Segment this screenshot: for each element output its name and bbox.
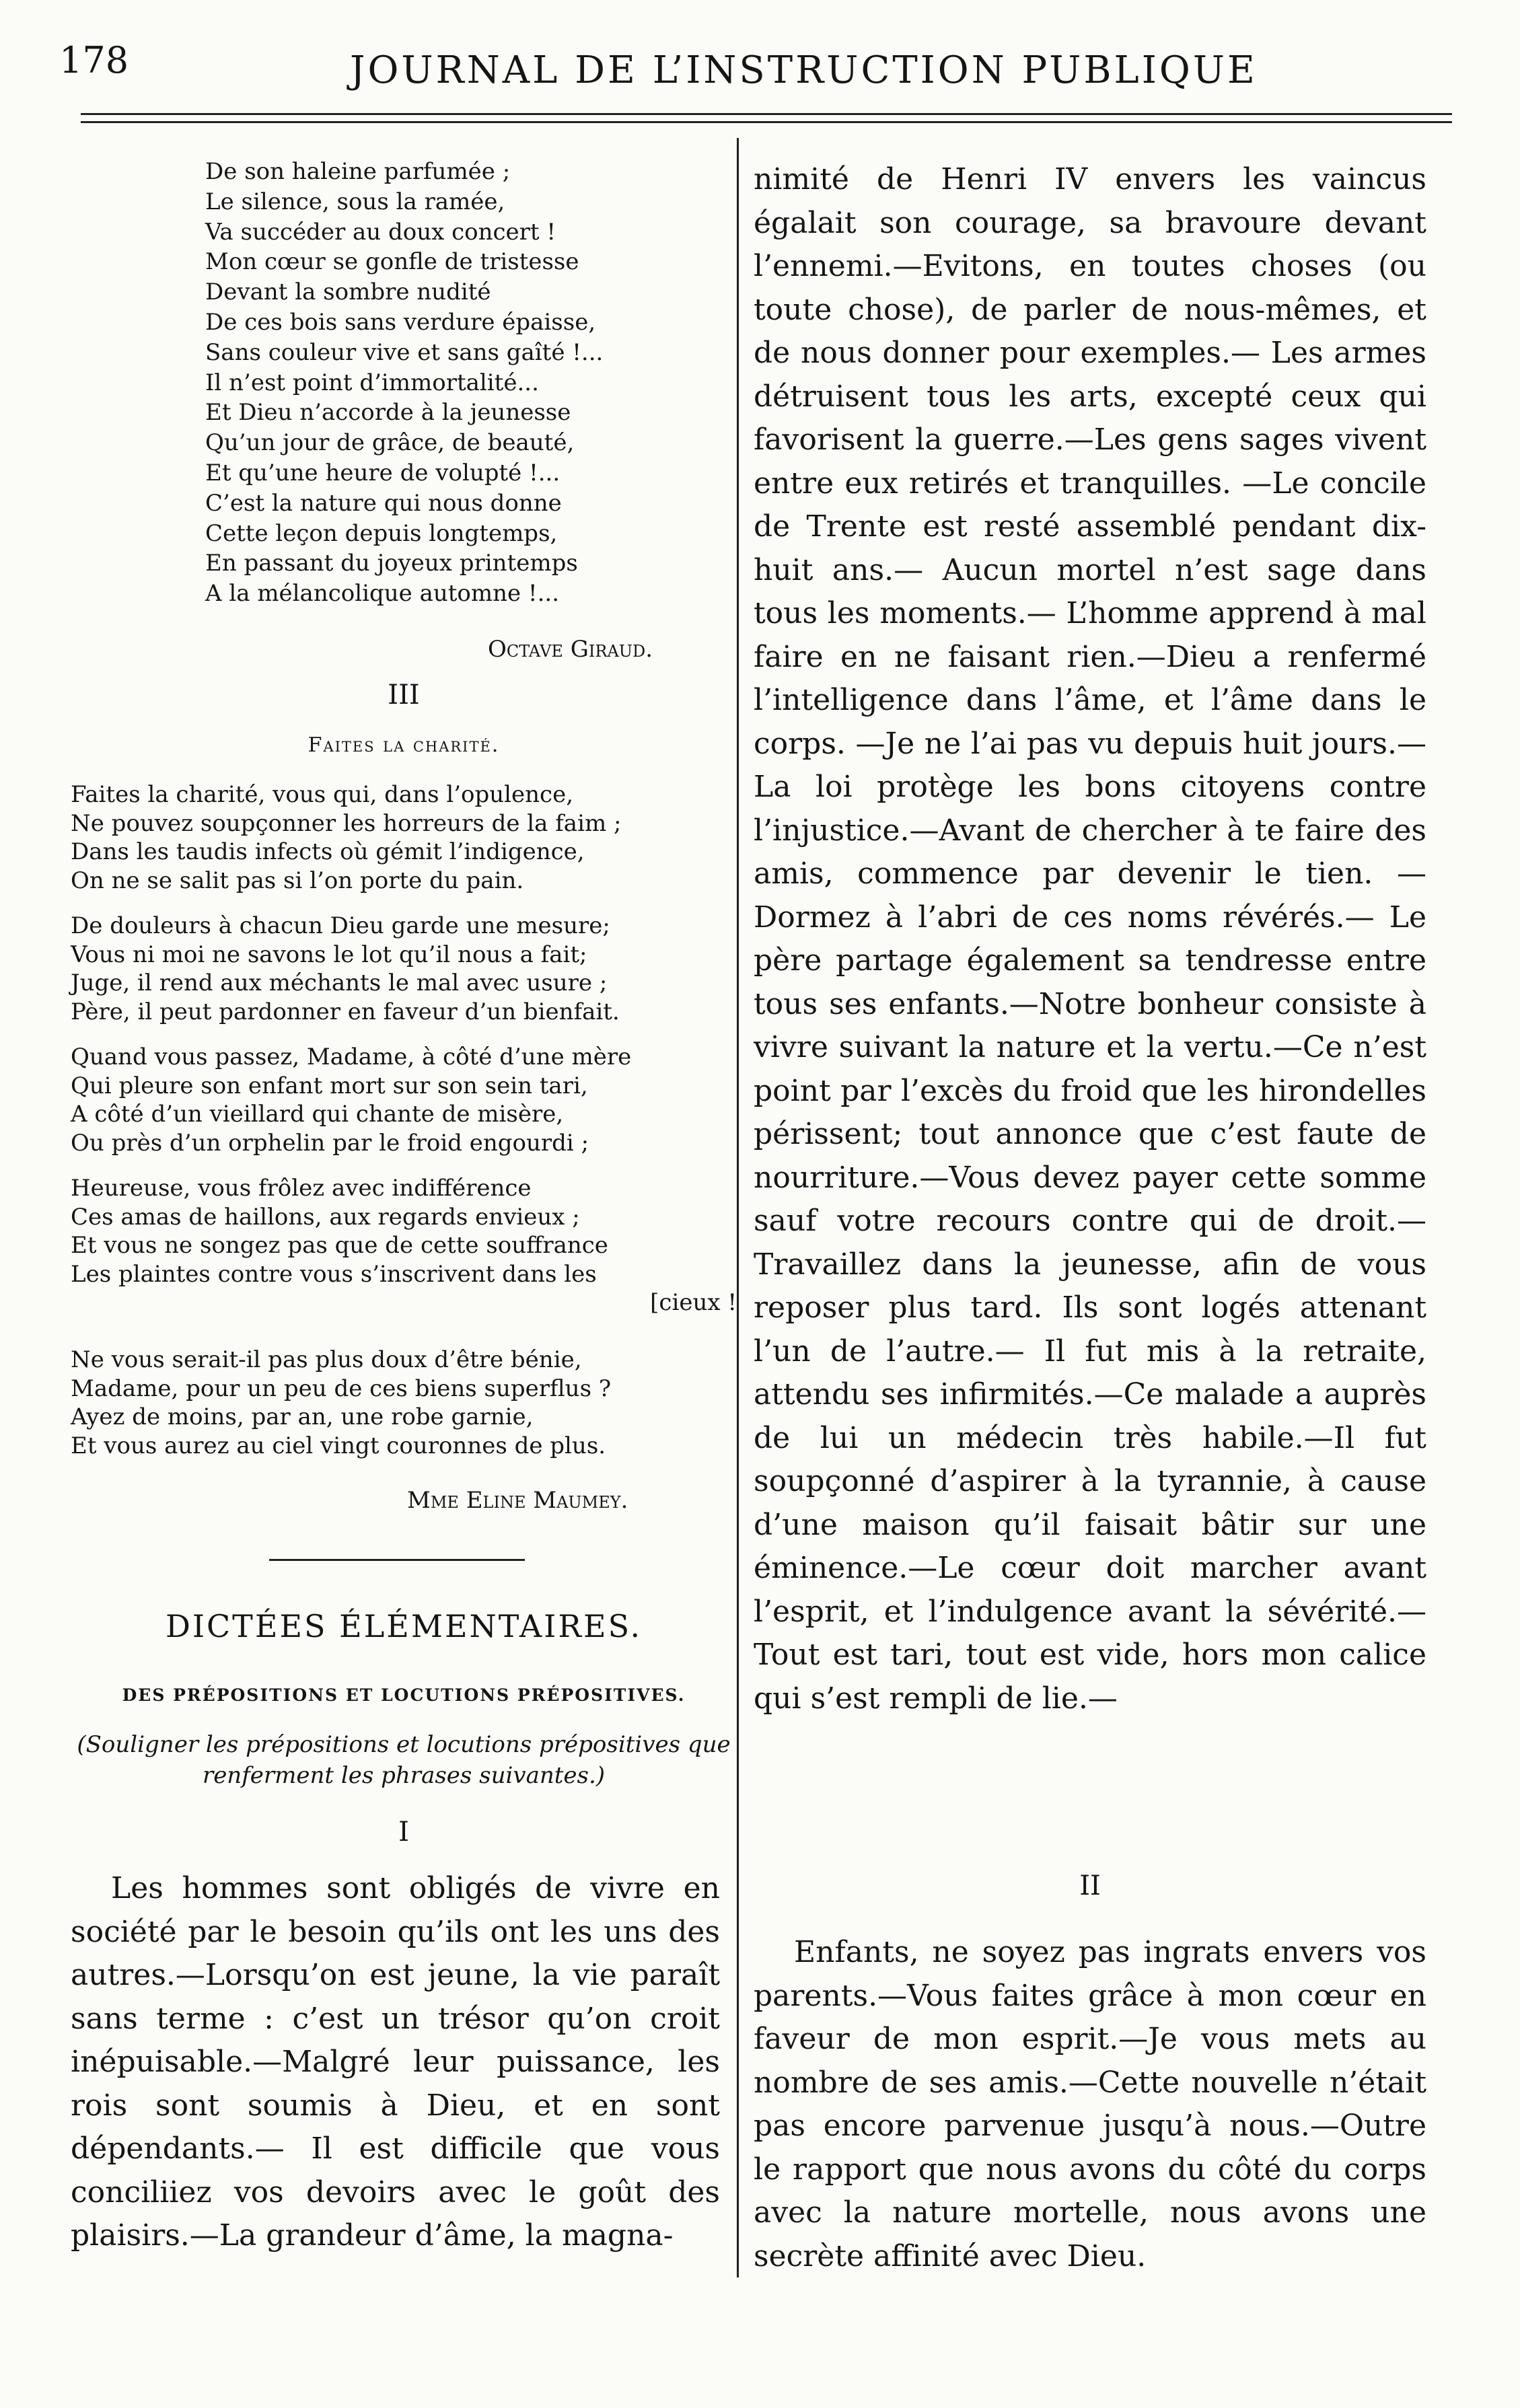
dictation-text-part2 [754,1931,1426,2278]
poem-line: A côté d’un vieillard qui chante de misère, [71,1101,564,1128]
poem-line: A la mélancolique automne !... [205,580,560,608]
column-divider [737,138,739,2277]
poem-line-overflow: [cieux ! [650,1289,737,1316]
poem-line: Père, il peut pardonner en faveur d’un bienfait. [71,998,620,1025]
section-numeral-iii: III [388,680,420,710]
poem-line: Ayez de moins, par an, une robe garnie, [71,1403,534,1430]
poem-line: Ne pouvez soupçonner les horreurs de la faim ; [71,809,622,837]
signature-giraud: Octave Giraud. [488,636,653,663]
stanza-1 [71,780,737,895]
dictees-instruction: (Souligner les prépositions et locutions prépositives que renferment les phrases suivantes.) [77,1731,731,1789]
poem-line: De ces bois sans verdure épaisse, [205,308,596,336]
paragraph: nimité de Henri IV envers les vaincus égalait son courage, sa bravoure devant l’ennemi.—Evitons, en toutes choses (ou toute chose), de parler de nous-mêmes, et de nous donner pour exemples.— Les armes détruisent tous les arts, excepté ceux qui favorisent la guerre.—Les gens sages vivent entre eux retirés et tranquilles. —Le concile de Trente est resté assemblé pendant dix-huit ans.— Aucun mortel n’est sage dans tous les moments.— L’homme apprend à mal faire en ne faisant rien.—Dieu a renfermé l’intelligence dans l’âme, et l’âme dans le corps. —Je ne l’ai pas vu depuis huit jours.— La loi protège les bons citoyens contre l’injustice.—Avant de chercher à te faire des amis, commence par devenir le tien. —Dormez à l’abri de ces noms révérés.— Le père partage également sa tendresse entre tous ses enfants.—Notre bonheur consiste à vivre suivant la nature et la vertu.—Ce n’est point par l’excès du froid que les hirondelles périssent; tout annonce que c’est faute de nourriture.—Vous devez payer cette somme sauf votre recours contre qui de droit.—Travaillez dans la jeunesse, afin de vous reposer plus tard. Ils sont logés attenant l’un de l’autre.— Il fut mis à la retraite, attendu ses infirmités.—Ce malade a auprès de lui un médecin très habile.—Il fut soupçonné d’aspirer à la tyrannie, à cause d’une maison qu’il faisait bâtir sur une éminence.—Le cœur doit marcher avant l’esprit, et l’indulgence avant la sévérité.— Tout est tari, tout est vide, hors mon calice qui s’est rempli de lie.— [754,162,1426,1716]
stanza-3 [71,1043,737,1157]
poem-line: Juge, il rend aux méchants le mal avec usure ; [71,970,608,996]
poem-line: C’est la nature qui nous donne [205,489,562,517]
stanza-5 [71,1346,737,1460]
dictation-text-part1-left [71,1867,720,2258]
poem-line: En passant du joyeux printemps [205,550,578,577]
page-number: 178 [59,39,129,81]
paragraph: Enfants, ne soyez pas ingrats envers vos parents.—Vous faites grâce à mon cœur en faveur de mon esprit.—Je vous mets au nombre de ses amis.—Cette nouvelle n’était pas encore parvenue jusqu’à nous.—Outre le rapport que nous avons du côté du corps avec la nature mortelle, nous avons une secrète affinité avec Dieu. [754,1935,1426,2273]
poem-line: Va succéder au doux concert ! [205,218,556,246]
section-separator [269,1559,525,1561]
poem-line: De son haleine parfumée ; [205,158,511,185]
dictation-text-part1-right [754,158,1426,1720]
poem-line: Et Dieu n’accorde à la jeunesse [205,399,571,427]
poem-line: Qu’un jour de grâce, de beauté, [205,429,575,457]
running-title: JOURNAL DE L’INSTRUCTION PUBLIQUE [350,48,1258,92]
poem-line: Et vous ne songez pas que de cette souffrance [71,1232,608,1259]
header-rule-bottom [81,121,1452,123]
part-numeral-ii: II [1079,1870,1101,1901]
poem-line: Les plaintes contre vous s’inscrivent dans les [71,1260,597,1288]
poem-line: Vous ni moi ne savons le lot qu’il nous a fait; [71,941,587,968]
dictees-subtitle: DES PRÉPOSITIONS ET LOCUTIONS PRÉPOSITIVES. [122,1685,686,1705]
poem-line: Madame, pour un peu de ces biens superflus ? [71,1375,612,1402]
poem-line: Ces amas de haillons, aux regards envieux ; [71,1203,580,1231]
poem-line: Et qu’une heure de volupté !... [205,459,560,486]
part-numeral-i: I [398,1817,409,1848]
dictees-title: DICTÉES ÉLÉMENTAIRES. [165,1608,643,1644]
poem-line: Qui pleure son enfant mort sur son sein tari, [71,1072,588,1099]
poem-line: Devant la sombre nudité [205,279,491,306]
poem-line: Dans les taudis infects où gémit l’indigence, [71,838,585,865]
poem-line: Ne vous serait-il pas plus doux d’être bénie, [71,1346,582,1373]
poem-title: Faites la charité. [307,733,500,757]
poem-fragment [205,157,603,609]
poem-line: Heureuse, vous frôlez avec indifférence [71,1175,532,1202]
poem-line: Le silence, sous la ramée, [205,188,505,215]
poem-line: Et vous aurez au ciel vingt couronnes de plus. [71,1432,606,1459]
poem-line: Sans couleur vive et sans gaîté !... [205,338,604,366]
poem-line: On ne se salit pas si l’on porte du pain. [71,867,524,894]
poem-line: Ou près d’un orphelin par le froid engourdi ; [71,1129,589,1157]
poem-line: De douleurs à chacun Dieu garde une mesure; [71,912,610,939]
paragraph: Les hommes sont obligés de vivre en société par le besoin qu’ils ont les uns des autres.—Lorsqu’on est jeune, la vie paraît sans terme : c’est un trésor qu’on croit inépuisable.—Malgré leur puissance, les rois sont soumis à Dieu, et en sont dépendants.— Il est difficile que vous conciliiez vos devoirs avec le goût des plaisirs.—La grandeur d’âme, la magna- [71,1871,720,2253]
stanza-2 [71,912,737,1026]
signature-maumey: Mme Eline Maumey. [407,1487,628,1514]
poem-line: Mon cœur se gonfle de tristesse [205,248,579,276]
poem-line: Cette leçon depuis longtemps, [205,519,558,547]
poem-line: Faites la charité, vous qui, dans l’opulence, [71,781,574,808]
poem-line: Quand vous passez, Madame, à côté d’une mère [71,1044,632,1070]
poem-line: Il n’est point d’immortalité... [205,369,539,396]
header-rule-top [81,113,1452,115]
stanza-4 [71,1174,737,1317]
